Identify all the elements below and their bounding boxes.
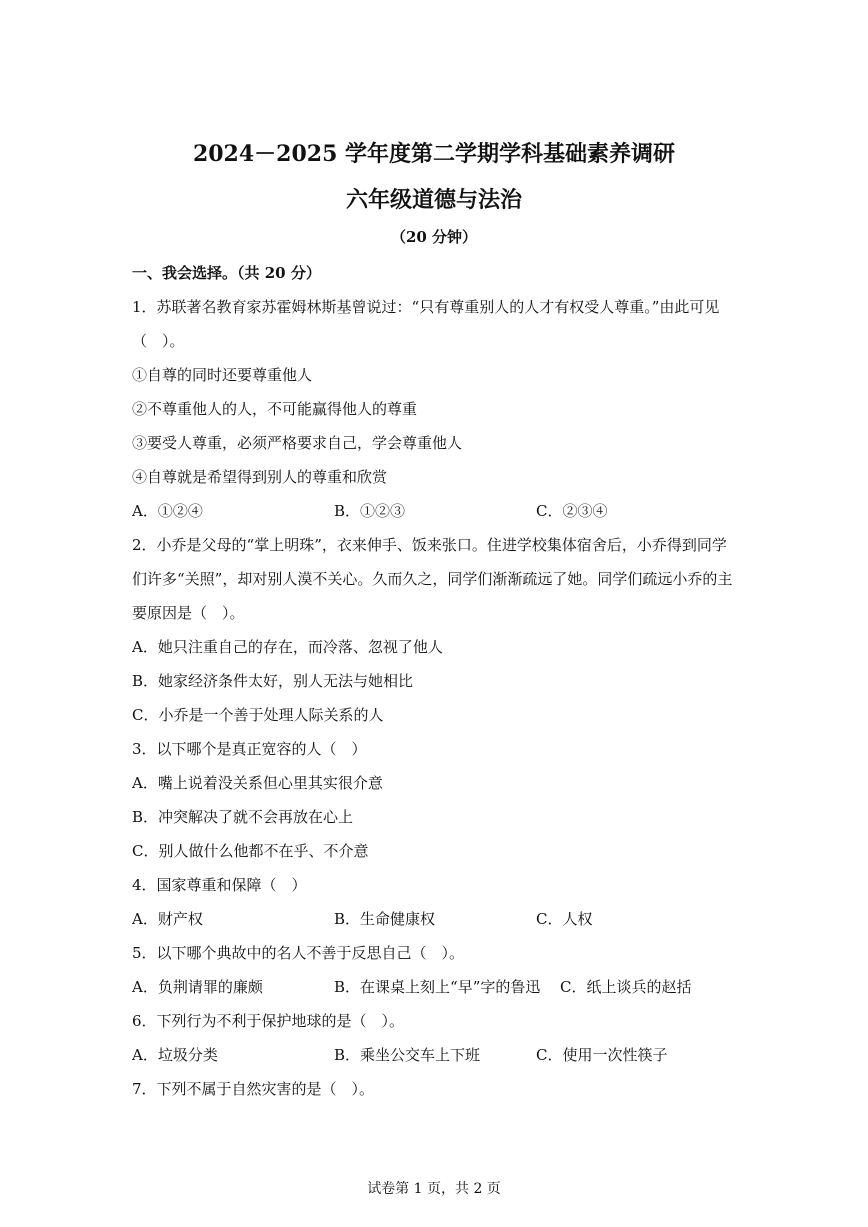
exam-duration: （20 分钟） (390, 228, 478, 246)
question-4-option-b: B．生命健康权 (334, 910, 436, 928)
exam-title: 2024－2025 学年度第二学期学科基础素养调研 (192, 141, 676, 167)
question-2-option-c: C．小乔是一个善于处理人际关系的人 (132, 706, 384, 724)
question-2-stem-line-2: 们许多“关照”，却对别人漠不关心。久而久之，同学们渐渐疏远了她。同学们疏远小乔的主 (132, 570, 733, 588)
question-2-stem-line-1: 2．小乔是父母的“掌上明珠”，衣来伸手、饭来张口。住进学校集体宿舍后，小乔得到同学 (132, 536, 727, 554)
question-6-option-c: C．使用一次性筷子 (536, 1046, 668, 1064)
question-1-option-c: C．②③④ (536, 502, 608, 520)
question-5-stem: 5．以下哪个典故中的名人不善于反思自己（ ）。 (132, 944, 465, 962)
question-2-option-a: A．她只注重自己的存在，而冷落、忽视了他人 (132, 638, 443, 656)
question-4-stem: 4．国家尊重和保障（ ） (132, 876, 307, 894)
question-6-option-b: B．乘坐公交车上下班 (334, 1046, 481, 1064)
question-1-statement-1: ①自尊的同时还要尊重他人 (132, 366, 313, 384)
question-3-option-a: A．嘴上说着没关系但心里其实很介意 (132, 774, 383, 792)
question-6-option-a: A．垃圾分类 (132, 1046, 218, 1064)
section-heading: 一、我会选择。（共 20 分） (132, 264, 321, 282)
question-1-statement-2: ②不尊重他人的人，不可能赢得他人的尊重 (132, 400, 418, 418)
question-7-stem: 7．下列不属于自然灾害的是（ ）。 (132, 1080, 375, 1098)
question-4-option-c: C．人权 (536, 910, 593, 928)
question-6-stem: 6．下列行为不利于保护地球的是（ ）。 (132, 1012, 405, 1030)
page-footer: 试卷第 1 页，共 2 页 (367, 1181, 501, 1197)
exam-subject: 六年级道德与法治 (345, 187, 522, 213)
question-3-option-c: C．别人做什么他都不在乎、不介意 (132, 842, 369, 860)
question-2-stem-line-3: 要原因是（ ）。 (132, 604, 245, 622)
question-5-option-a: A．负荆请罪的廉颇 (132, 978, 263, 996)
question-1-statement-3: ③要受人尊重，必须严格要求自己，学会尊重他人 (132, 434, 463, 452)
question-3-stem: 3．以下哪个是真正宽容的人（ ） (132, 740, 367, 758)
question-2-option-b: B．她家经济条件太好，别人无法与她相比 (132, 672, 414, 690)
question-1-stem-line-2: （ ）。 (132, 332, 185, 350)
question-1-option-b: B．①②③ (334, 502, 406, 520)
question-4-option-a: A．财产权 (132, 910, 203, 928)
question-5-option-c: C．纸上谈兵的赵括 (560, 978, 692, 996)
question-1-statement-4: ④自尊就是希望得到别人的尊重和欣赏 (132, 468, 388, 486)
question-5-option-b: B．在课桌上刻上“早”字的鲁迅 (334, 978, 541, 996)
question-3-option-b: B．冲突解决了就不会再放在心上 (132, 808, 354, 826)
question-1-stem-line-1: 1．苏联著名教育家苏霍姆林斯基曾说过：“只有尊重别人的人才有权受人尊重。”由此可见 (132, 298, 720, 316)
question-1-option-a: A．①②④ (132, 502, 203, 520)
